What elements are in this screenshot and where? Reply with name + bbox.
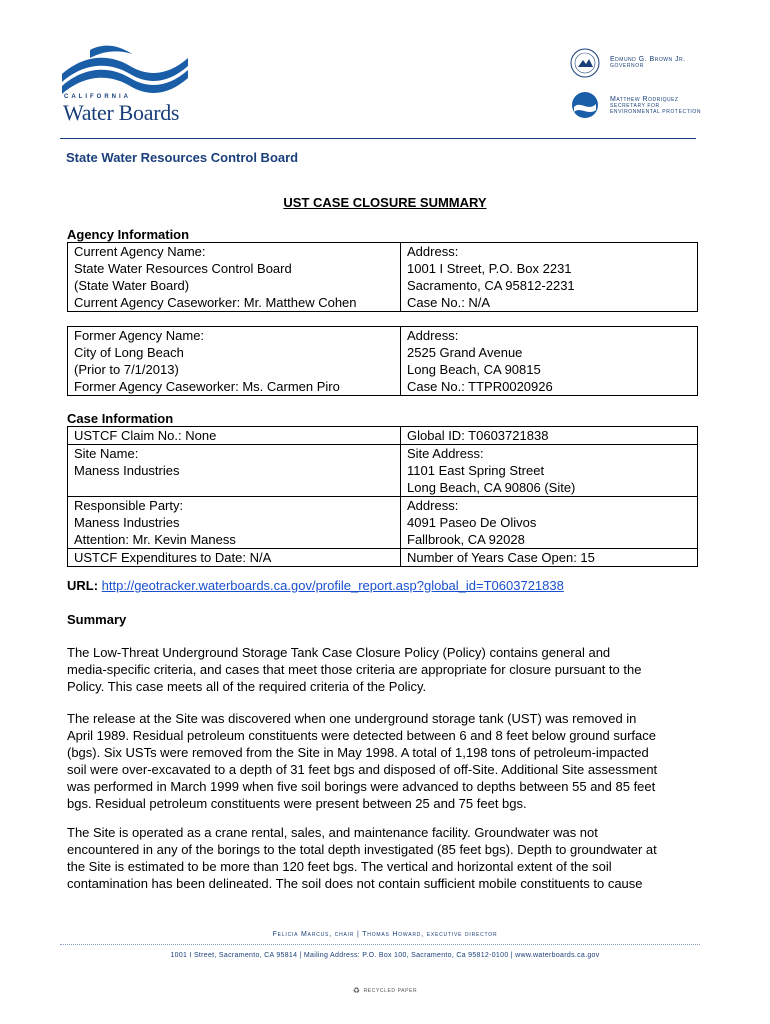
former-agency-line: Former Agency Caseworker: Ms. Carmen Piro <box>74 379 340 394</box>
calepa-logo-icon <box>570 90 600 120</box>
responsible-party-cell <box>68 497 401 549</box>
header-divider <box>60 138 696 139</box>
responsible-party-line: Maness Industries <box>74 515 180 530</box>
current-agency-line: Current Agency Caseworker: Mr. Matthew Cohen <box>74 295 357 310</box>
board-title: State Water Resources Control Board <box>66 150 299 165</box>
current-agency-line: (State Water Board) <box>74 278 190 293</box>
paragraph-line: contamination has been delineated. The soil does not contain sufficient mobile constituents to cause <box>67 876 643 891</box>
paragraph-line: The Site is operated as a crane rental, sales, and maintenance facility. Groundwater was not <box>67 825 598 840</box>
current-agency-address-line: Address: <box>407 244 459 259</box>
current-agency-line: State Water Resources Control Board <box>74 261 292 276</box>
geotracker-link[interactable]: http://geotracker.waterboards.ca.gov/profile_report.asp?global_id=T0603721838 <box>101 578 564 593</box>
current-agency-address-line: Case No.: N/A <box>407 295 491 310</box>
current-agency-left-cell <box>68 243 401 312</box>
paragraph-line: bgs. Residual petroleum constituents were present between 25 and 75 feet bgs. <box>67 796 527 811</box>
current-agency-line: Current Agency Name: <box>74 244 206 259</box>
site-address-line: 1101 East Spring Street <box>407 463 545 478</box>
responsible-party-line: Responsible Party: <box>74 498 184 513</box>
former-agency-address-line: Address: <box>407 328 459 343</box>
recycled-paper-note <box>0 986 770 995</box>
site-name-line: Site Name: <box>74 446 139 461</box>
expenditures-cell <box>68 549 401 567</box>
former-agency-right-cell <box>401 327 698 396</box>
paragraph-line: Policy. This case meets all of the required criteria of the Policy. <box>67 679 427 694</box>
party-address-line: Fallbrook, CA 92028 <box>407 532 525 547</box>
site-name-cell <box>68 445 401 497</box>
paragraph-line: (bgs). Six USTs were removed from the Site in May 1998. A total of 1,198 tons of petroleum-impacted <box>67 745 649 760</box>
summary-paragraph-1 <box>67 644 707 695</box>
paragraph-line: The Low-Threat Underground Storage Tank Case Closure Policy (Policy) contains general and <box>67 645 611 660</box>
footer-address: 1001 I Street, Sacramento, CA 95814 | Mailing Address: P.O. Box 100, Sacramento, Ca 95812-0100 | www.waterboards.ca.gov <box>170 952 600 959</box>
summary-heading: Summary <box>67 612 127 627</box>
url-line <box>67 578 564 593</box>
claim-no: USTCF Claim No.: None <box>74 428 217 443</box>
document-title: UST CASE CLOSURE SUMMARY <box>283 195 487 210</box>
site-address-line: Site Address: <box>407 446 484 461</box>
logo-water-boards-text: Water Boards <box>63 100 180 125</box>
governor-name: Edmund G. Brown Jr. <box>610 56 686 63</box>
paragraph-line: encountered in any of the borings to the total depth investigated (85 feet bgs). Depth to groundwater at <box>67 842 657 857</box>
former-agency-address-line: Case No.: TTPR0020926 <box>407 379 553 394</box>
paragraph-line: was performed in March 1999 when five soil borings were advanced to depths between 55 and 85 feet <box>67 779 656 794</box>
case-info-heading: Case Information <box>67 411 174 426</box>
responsible-party-line: Attention: Mr. Kevin Maness <box>74 532 236 547</box>
footer-officials: Felicia Marcus, chair | Thomas Howard, executive director <box>272 931 498 938</box>
url-label: URL: <box>67 578 99 593</box>
global-id: Global ID: T0603721838 <box>407 428 549 443</box>
former-agency-address-line: 2525 Grand Avenue <box>407 345 523 360</box>
secretary-name: Matthew Rodriquez <box>610 96 679 103</box>
paragraph-line: the Site is estimated to be more than 120 feet bgs. The vertical and horizontal extent of the soil <box>67 859 612 874</box>
site-name-line: Maness Industries <box>74 463 180 478</box>
party-address-line: Address: <box>407 498 459 513</box>
footer-divider <box>60 944 700 945</box>
global-id-cell <box>401 427 698 445</box>
paragraph-line: soil were over-excavated to a depth of 31 feet bgs and disposed of off-Site. Additional Site assessment <box>67 762 658 777</box>
secretary-title-line2: ENVIRONMENTAL PROTECTION <box>610 109 702 115</box>
state-seal-icon <box>570 48 600 78</box>
former-agency-line: (Prior to 7/1/2013) <box>74 362 179 377</box>
site-address-line: Long Beach, CA 90806 (Site) <box>407 480 576 495</box>
paragraph-line: The release at the Site was discovered when one underground storage tank (UST) was removed in <box>67 711 637 726</box>
paragraph-line: April 1989. Residual petroleum constituents were detected between 6 and 8 feet below ground surface <box>67 728 656 743</box>
years-open: Number of Years Case Open: 15 <box>407 550 595 565</box>
agency-info-heading: Agency Information <box>67 227 190 242</box>
claim-no-cell <box>68 427 401 445</box>
current-agency-address-line: Sacramento, CA 95812-2231 <box>407 278 575 293</box>
summary-paragraph-2 <box>67 710 707 812</box>
site-address-cell <box>401 445 698 497</box>
former-agency-left-cell <box>68 327 401 396</box>
case-info-table <box>67 426 698 567</box>
governor-title: GOVERNOR <box>610 63 644 69</box>
party-address-cell <box>401 497 698 549</box>
expenditures: USTCF Expenditures to Date: N/A <box>74 550 272 565</box>
current-agency-right-cell <box>401 243 698 312</box>
recycle-icon: ♻ <box>352 986 361 995</box>
current-agency-table <box>67 242 698 312</box>
logo-california-text: CALIFORNIA <box>64 94 131 100</box>
party-address-line: 4091 Paseo De Olivos <box>407 515 537 530</box>
former-agency-line: Former Agency Name: <box>74 328 205 343</box>
secretary-title-line1: SECRETARY FOR <box>610 103 660 109</box>
current-agency-address-line: 1001 I Street, P.O. Box 2231 <box>407 261 572 276</box>
paragraph-line: media-specific criteria, and cases that meet those criteria are appropriate for closure pursuant to the <box>67 662 642 677</box>
former-agency-line: City of Long Beach <box>74 345 184 360</box>
summary-paragraph-3 <box>67 824 707 892</box>
years-open-cell <box>401 549 698 567</box>
former-agency-address-line: Long Beach, CA 90815 <box>407 362 541 377</box>
recycled-paper-text: RECYCLED PAPER <box>363 987 418 994</box>
former-agency-table <box>67 326 698 396</box>
